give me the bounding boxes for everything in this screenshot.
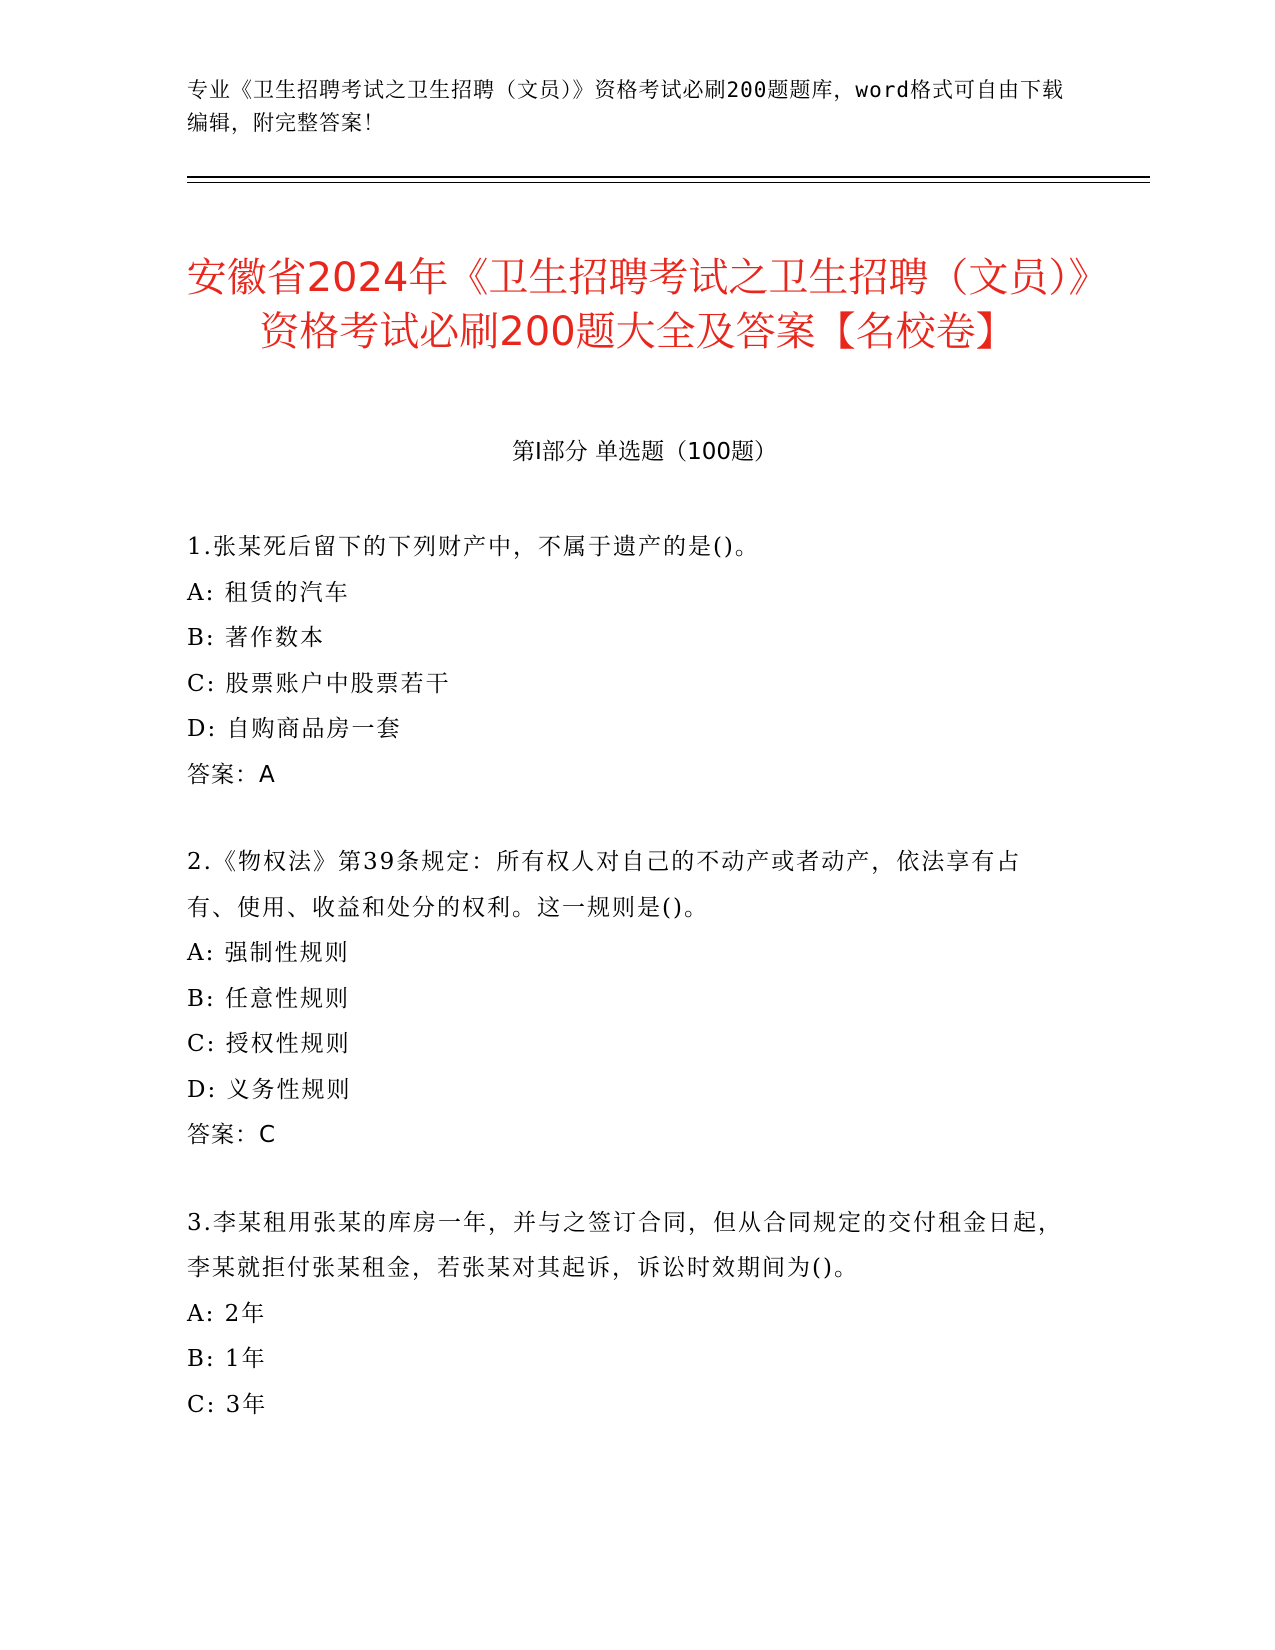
question-text: 1.张某死后留下的下列财产中，不属于遗产的是()。 xyxy=(187,534,760,560)
option-b: B: 1年 xyxy=(187,1346,267,1372)
option-b: B: 著作数本 xyxy=(187,625,325,651)
header-divider-thin xyxy=(187,182,1150,183)
question-2 xyxy=(187,840,1067,1159)
header-note: 专业《卫生招聘考试之卫生招聘（文员）》资格考试必刷200题题库，word格式可自由下载编辑，附完整答案！ xyxy=(187,78,1064,135)
option-c: C: 3年 xyxy=(187,1391,268,1418)
option-a: A: 强制性规则 xyxy=(187,940,350,966)
answer: 答案：A xyxy=(187,761,276,788)
option-d: D: 自购商品房一套 xyxy=(187,716,402,742)
section-heading: 第I部分 单选题（100题） xyxy=(512,439,777,465)
option-a: A: 租赁的汽车 xyxy=(187,579,350,606)
question-3 xyxy=(187,1201,1067,1429)
option-c: C: 授权性规则 xyxy=(187,1031,351,1057)
question-1 xyxy=(187,525,1067,798)
answer: 答案：C xyxy=(187,1122,277,1148)
option-b: B: 任意性规则 xyxy=(187,985,350,1012)
question-text: 2.《物权法》第39条规定：所有权人对自己的不动产或者动产，依法享有占有、使用、收益和处分的权利。这一规则是()。 xyxy=(187,849,1022,921)
option-d: D: 义务性规则 xyxy=(187,1076,352,1103)
document-title: 安徽省2024年《卫生招聘考试之卫生招聘（文员）》资格考试必刷200题大全及答案【名校卷】 xyxy=(186,254,1089,355)
question-list xyxy=(187,525,1067,1470)
header-divider-thick xyxy=(187,176,1150,178)
question-text: 3.李某租用张某的库房一年，并与之签订合同，但从合同规定的交付租金日起，李某就拒付张某租金，若张某对其起诉，诉讼时效期间为()。 xyxy=(187,1209,1063,1281)
option-c: C: 股票账户中股票若干 xyxy=(187,670,451,697)
option-a: A: 2年 xyxy=(187,1300,267,1327)
